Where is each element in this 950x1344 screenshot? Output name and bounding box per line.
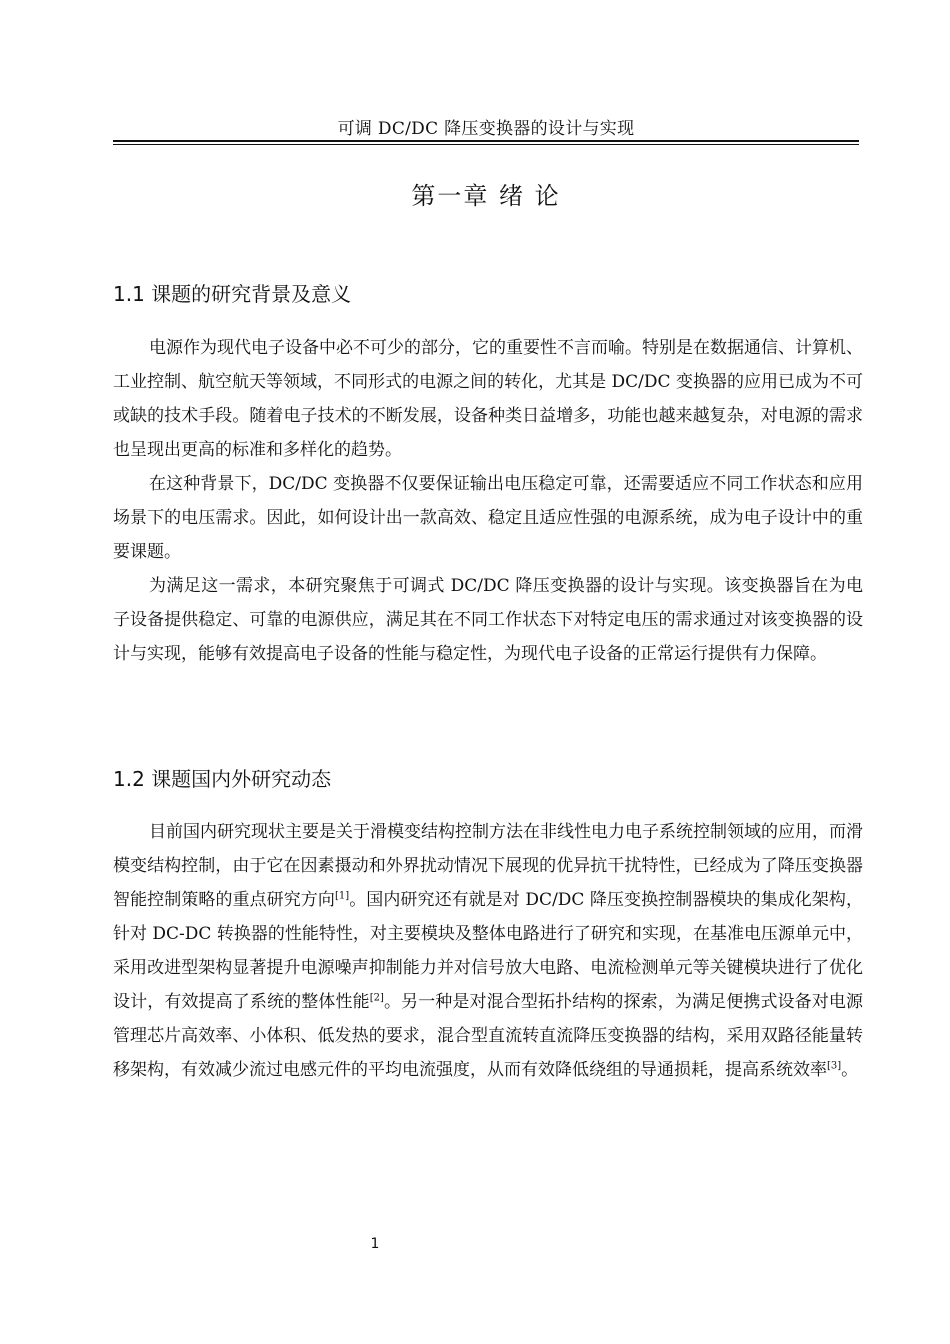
section-title-1-2: 1.2 课题国内外研究动态	[113, 767, 332, 791]
paragraph-4-text-3: 。另一种是对混合型拓扑结构的探索，为满足便携式设备对电源管理芯片高效率、小体积、低发热的要求，混合型直流转直流降压变换器的结构，采用双路径能量转移架构，有效减少流过电感元件的平均电流强度，从而有效降低绕组的导通损耗，提高系统效率	[113, 992, 864, 1080]
paragraph-4-text-2: 。国内研究还有就是对 DC/DC 降压变换控制器模块的集成化架构，针对 DC-DC 转换器的性能特性，对主要模块及整体电路进行了研究和实现，在基准电压源单元中，采用改进型架构显著提升电源噪声抑制能力并对信号放大电路、电流检测单元等关键模块进行了优化设计，有效提高了系统的整体性能	[113, 890, 864, 1012]
paragraph-4-text-1: 目前国内研究现状主要是关于滑模变结构控制方法在非线性电力电子系统控制领域的应用，而滑模变结构控制，由于它在因素摄动和外界扰动情况下展现的优异抗干扰特性，已经成为了降压变换器智能控制策略的重点研究方向	[113, 822, 863, 910]
running-header: 可调 DC/DC 降压变换器的设计与实现	[337, 119, 635, 139]
page-number: 1	[370, 1236, 380, 1252]
paragraph-4-text-4: 。	[841, 1060, 859, 1080]
section-title-1-1: 1.1 课题的研究背景及意义	[113, 282, 352, 306]
citation-3: [3]	[827, 1060, 842, 1072]
paragraph-3: 为满足这一需求，本研究聚焦于可调式 DC/DC 降压变换器的设计与实现。该变换器旨在为电子设备提供稳定、可靠的电源供应，满足其在不同工作状态下对特定电压的需求通过对该变换器的设计与实现，能够有效提高电子设备的性能与稳定性，为现代电子设备的正常运行提供有力保障。	[113, 576, 863, 664]
citation-1: [1]	[334, 890, 350, 902]
chapter-title: 第一章 绪 论	[411, 182, 561, 210]
paragraph-2: 在这种背景下，DC/DC 变换器不仅要保证输出电压稳定可靠，还需要适应不同工作状态和应用场景下的电压需求。因此，如何设计出一款高效、稳定且适应性强的电源系统，成为电子设计中的重要课题。	[113, 474, 863, 562]
paragraph-4	[113, 815, 863, 1087]
header-rule	[113, 140, 859, 145]
paragraph-1: 电源作为现代电子设备中必不可少的部分，它的重要性不言而喻。特别是在数据通信、计算机、工业控制、航空航天等领域，不同形式的电源之间的转化，尤其是 DC/DC 变换器的应用已成为不可或缺的技术手段。随着电子技术的不断发展，设备种类日益增多，功能也越来越复杂，对电源的需求也呈现出更高的标准和多样化的趋势。	[113, 338, 863, 460]
citation-2: [2]	[369, 992, 384, 1004]
